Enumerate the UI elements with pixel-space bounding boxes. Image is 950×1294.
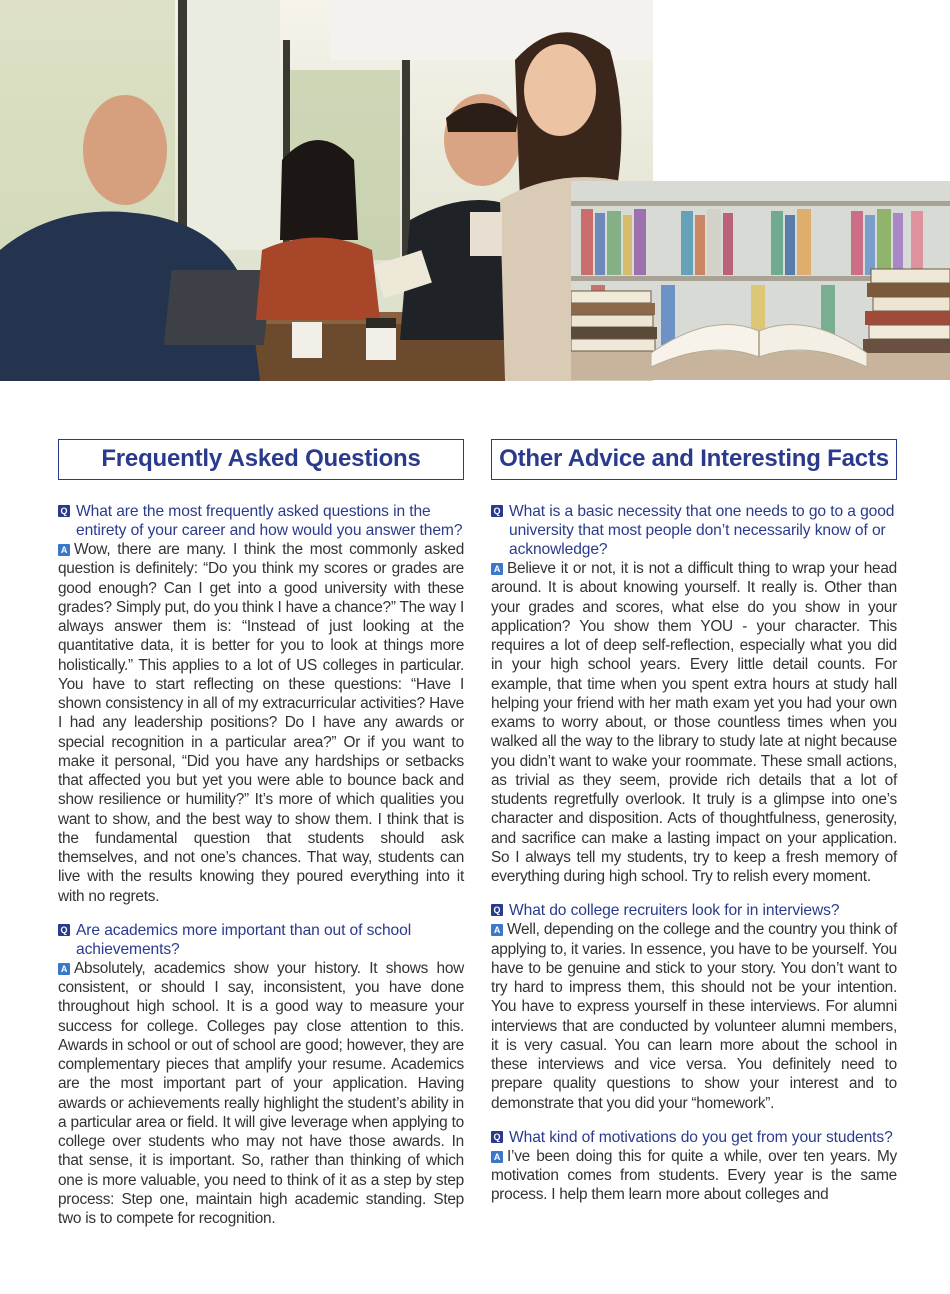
qa-item: [491, 901, 897, 1113]
question-text: What is a basic necessity that one needs to go to a good university that most people don’t necessarily know of or acknowledge?: [509, 503, 895, 558]
question-badge-icon: Q: [491, 1131, 503, 1143]
question: [58, 502, 464, 540]
answer-text: Absolutely, academics show your history. It shows how consistent, or should I say, inconsistent, you have done throughout high school. It is a good way to measure your success for college. Colleges pay close attention to this. Awards in school or out of school are good; however, they are complementary pieces that amplify your resume. Academics are the most important part of your application. Having awards or achievements really highlight the student’s ability in a particular area or field. It will give leverage when applying to college over students who may not have those awards. In that sense, it is important. So, rather than thinking of which one is more valuable, you need to think of it as a step by step process: Step one, maintain high academic standing. Step two is to compete for recognition.: [58, 959, 464, 1227]
books-illustration: [571, 181, 950, 380]
cafe-group-illustration: [0, 0, 653, 381]
answer: [491, 559, 897, 886]
answer: [491, 920, 897, 1113]
question: [491, 1128, 897, 1147]
answer-text: Well, depending on the college and the country you think of applying to, it varies. In essence, you have to be yourself. You have to be genuine and stick to your story. You don’t want to try hard to impress them, this should not be your intention. You have to express yourself in these interviews. For alumni interviews that are conducted by volunteer alumni members, it is very casual. You can learn more about the school in these interviews and vice versa. You definitely need to prepare quality questions to show your interest and to demonstrate that you did your “homework”.: [491, 921, 897, 1112]
question-text: Are academics more important than out of school achievements?: [76, 921, 412, 958]
answer-badge-icon: A: [491, 924, 503, 936]
qa-item: [58, 502, 464, 906]
answer-text: Believe it or not, it is not a difficult thing to wrap your head around. It is about knowing yourself. It really is. Other than your grades and scores, what else do you show in your application? You show them YOU - your character. This requires a lot of deep self-reflection, especially what you did in your high school years. Every little detail counts. For example, that time when you spent extra hours at study hall helping your friend with her math exam yet you had your own exams to worry about, or those countless times when you walked all the way to the library to study late at night because you didn’t want to wake your roommate. These small actions, as trivial as they seem, provide rich details that a lot of students regretfully overlook. It truly is a glimpse into one’s character and disposition. Acts of thoughtfulness, generosity, and sacrifice can make a lasting impact on your application. So I always tell my students, try to keep a fresh memory of everything during high school. Try to relish every moment.: [491, 560, 897, 885]
question: [491, 901, 897, 920]
question-badge-icon: Q: [58, 505, 70, 517]
library-books-photo: [571, 181, 950, 380]
question-text: What kind of motivations do you get from your students?: [509, 1128, 893, 1146]
qa-item: [491, 502, 897, 886]
answer-badge-icon: A: [491, 563, 503, 575]
answer: [58, 959, 464, 1229]
answer-badge-icon: A: [58, 963, 70, 975]
question-badge-icon: Q: [58, 924, 70, 936]
answer-badge-icon: A: [58, 544, 70, 556]
answer: [491, 1147, 897, 1205]
qa-item: [491, 1128, 897, 1205]
answer-text: I’ve been doing this for quite a while, over ten years. My motivation comes from students. Every year is the same process. I help them learn more about colleges and: [491, 1147, 897, 1204]
cafe-group-photo: [0, 0, 653, 381]
advice-heading: Other Advice and Interesting Facts: [491, 439, 897, 480]
answer-text: Wow, there are many. I think the most commonly asked question is definitely: “Do you think my scores or grades are good enough? Can I get into a good university with these grades? Simply put, do you think I have a chance?” The way I always answer them is: “Instead of just looking at the quantitative data, it is better for you to look at things more holistically.” This applies to a lot of US colleges in particular. You have to start reflecting on these questions: “Have I shown consistency in all of my extracurricular activities? Have I had any leadership positions? Do I have any awards or special recognition in a particular area?” Or if you want to make it personal, “Did you have any hardships or setbacks that affected you but yet you were able to bounce back and show resilience or humility?” It’s more of which qualities you want to show, and the best way to show them. I think that is the fundamental question that students should ask themselves, and not one’s chances. That way, students can live with the results knowing they poured everything into it with no regrets.: [58, 541, 464, 905]
question: [58, 921, 464, 959]
question-badge-icon: Q: [491, 505, 503, 517]
qa-item: [58, 921, 464, 1229]
question-text: What are the most frequently asked questions in the entirety of your career and how would you answer them?: [76, 503, 463, 539]
faq-heading: Frequently Asked Questions: [58, 439, 464, 480]
answer: [58, 540, 464, 906]
advice-column: [491, 439, 897, 1220]
question-text: What do college recruiters look for in interviews?: [509, 902, 840, 920]
answer-badge-icon: A: [491, 1151, 503, 1163]
faq-column: [58, 439, 464, 1243]
question-badge-icon: Q: [491, 904, 503, 916]
question: [491, 502, 897, 559]
